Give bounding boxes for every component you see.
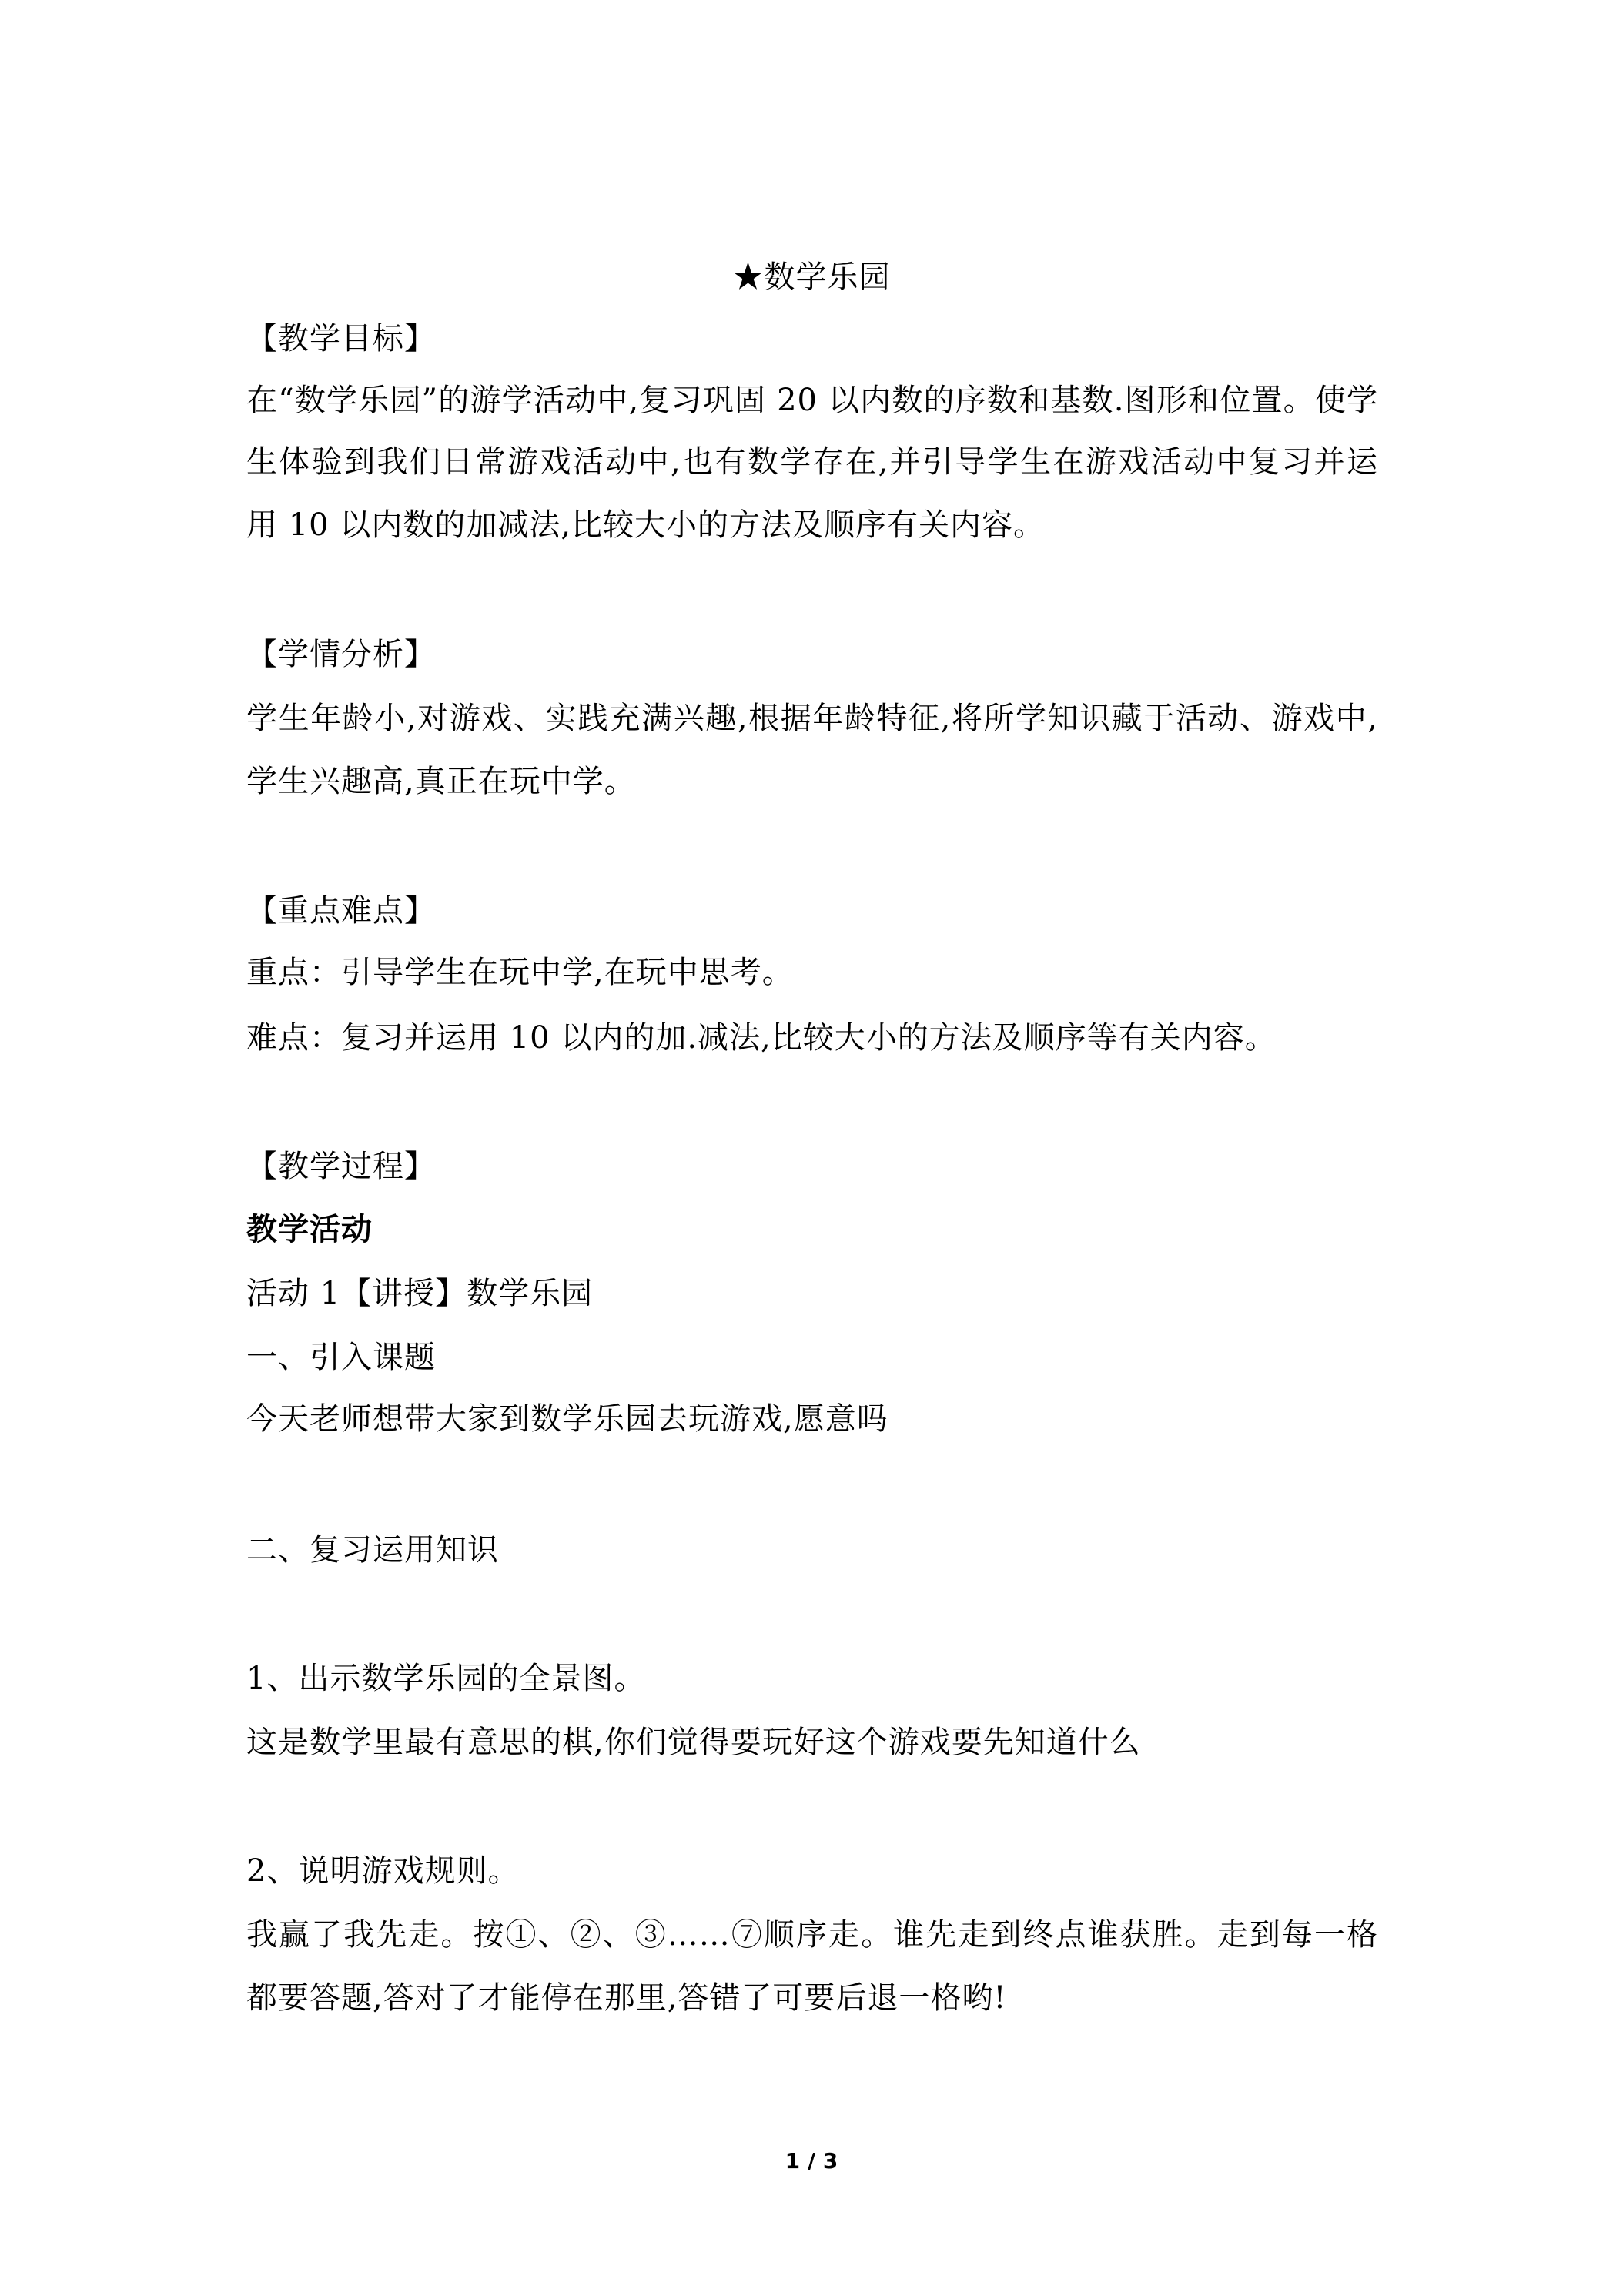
part1-title: 一、引入课题 <box>246 1340 436 1375</box>
analysis-line-1: 学生年龄小,对游戏、实践充满兴趣,根据年龄特征,将所学知识藏于活动、游戏中, <box>246 701 1378 736</box>
keypoints-key: 重点：引导学生在玩中学,在玩中思考。 <box>246 955 794 990</box>
step1-text: 这是数学里最有意思的棋,你们觉得要玩好这个游戏要先知道什么 <box>246 1725 1141 1760</box>
step1-title: 1、出示数学乐园的全景图。 <box>246 1661 646 1696</box>
goals-heading: 【教学目标】 <box>246 321 436 356</box>
step2-line-2: 都要答题,答对了才能停在那里,答错了可要后退一格哟! <box>246 1980 1007 2016</box>
document-title: ★数学乐园 <box>732 259 891 295</box>
goals-line-2: 生体验到我们日常游戏活动中,也有数学存在,并引导学生在游戏活动中复习并运 <box>246 444 1378 480</box>
activity-title: 活动 1【讲授】数学乐园 <box>246 1276 594 1311</box>
step2-title: 2、说明游戏规则。 <box>246 1853 520 1889</box>
keypoints-heading: 【重点难点】 <box>246 893 436 929</box>
analysis-heading: 【学情分析】 <box>246 637 436 672</box>
process-subheading: 教学活动 <box>246 1212 373 1247</box>
goals-line-3: 用 10 以内数的加减法,比较大小的方法及顺序有关内容。 <box>246 507 1046 543</box>
analysis-line-2: 学生兴趣高,真正在玩中学。 <box>246 764 636 799</box>
part1-text: 今天老师想带大家到数学乐园去玩游戏,愿意吗 <box>246 1401 888 1437</box>
keypoints-difficulty: 难点：复习并运用 10 以内的加.减法,比较大小的方法及顺序等有关内容。 <box>246 1020 1277 1056</box>
process-heading: 【教学过程】 <box>246 1149 436 1184</box>
page-number: 1 / 3 <box>785 2148 838 2174</box>
part2-title: 二、复习运用知识 <box>246 1532 499 1568</box>
goals-line-1: 在“数学乐园”的游学活动中,复习巩固 20 以内数的序数和基数.图形和位置。使学 <box>246 383 1378 418</box>
step2-line-1: 我赢了我先走。按①、②、③……⑦顺序走。谁先走到终点谁获胜。走到每一格 <box>246 1917 1378 1953</box>
